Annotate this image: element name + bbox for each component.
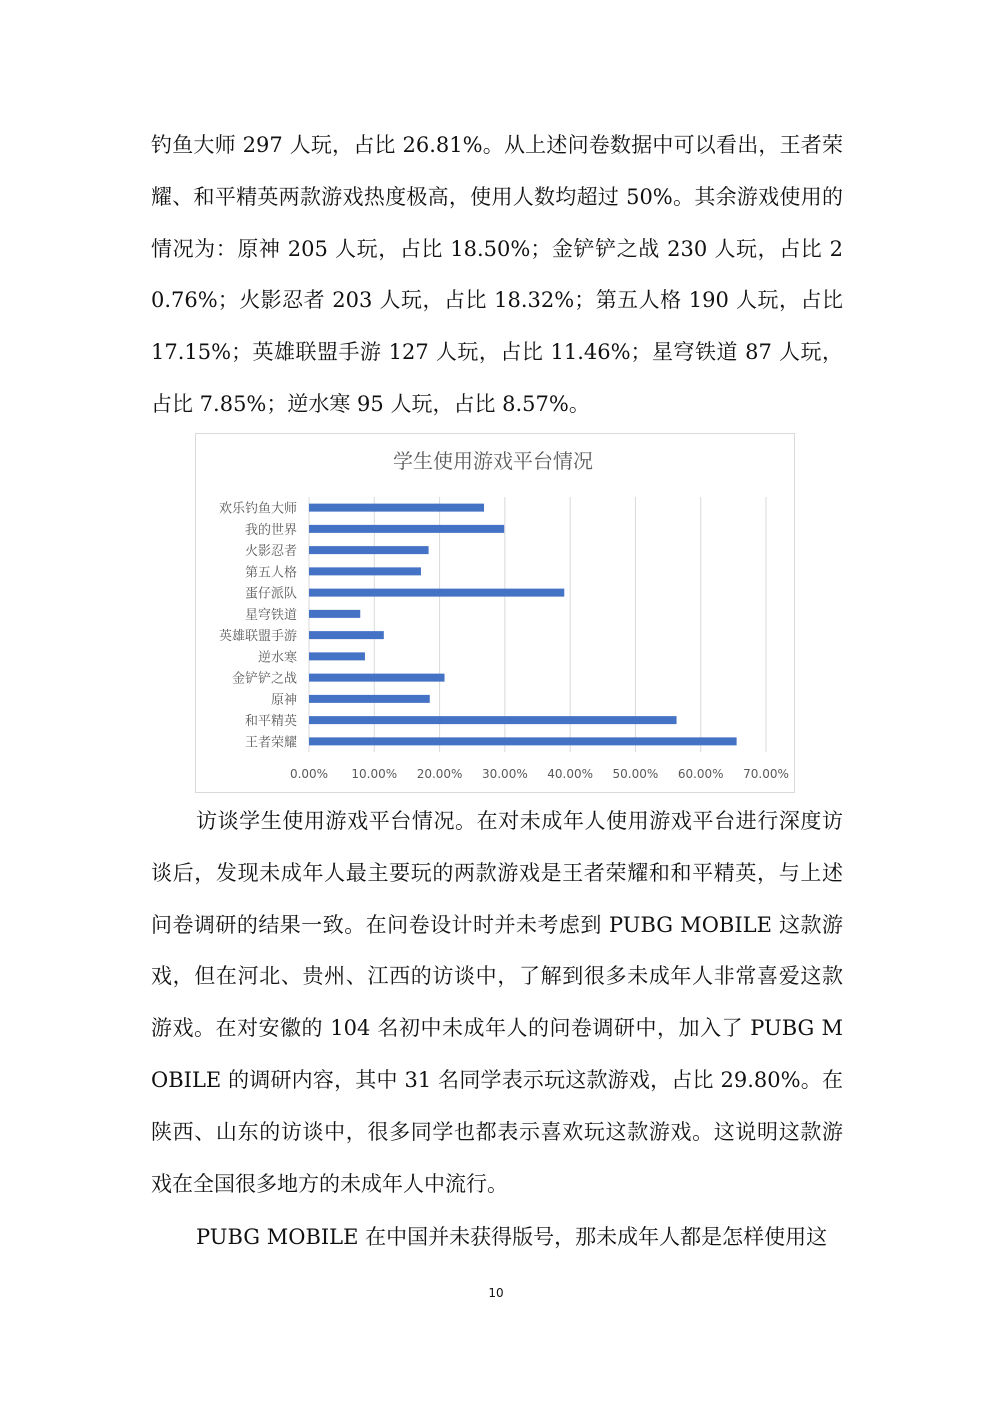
x-tick-label: 0.00% <box>289 767 329 781</box>
y-category-label: 蛋仔派队 <box>244 586 297 602</box>
x-tick-label: 50.00% <box>612 767 659 781</box>
bar-chart-svg <box>196 434 796 794</box>
bar <box>309 716 677 724</box>
y-category-label: 王者荣耀 <box>244 735 297 751</box>
y-category-label: 火影忍者 <box>244 544 297 560</box>
bar-chart <box>195 433 795 793</box>
y-category-label: 和平精英 <box>244 714 297 730</box>
y-category-label: 英雄联盟手游 <box>218 629 297 645</box>
y-category-label: 我的世界 <box>244 522 297 538</box>
bar <box>309 546 429 554</box>
x-tick-label: 60.00% <box>677 767 724 781</box>
bar <box>309 567 421 575</box>
bar <box>309 631 384 639</box>
y-category-label: 欢乐钓鱼大师 <box>218 501 297 517</box>
y-category-label: 星穹铁道 <box>244 607 297 623</box>
y-category-label: 第五人格 <box>244 565 297 581</box>
paragraph-pubg-question: PUBG MOBILE 在中国并未获得版号，那未成年人都是怎样使用这 <box>196 1225 828 1249</box>
x-tick-label: 40.00% <box>547 767 594 781</box>
paragraph-survey-results: 钓鱼大师 297 人玩，占比 26.81%。从上述问卷数据中可以看出，王者荣耀、和平精英两款游戏热度极高，使用人数均超过 50%。其余游戏使用的情况为：原神 205 人玩，占比 18.50%；金铲铲之战 230 人玩，占比 20.76%；火影忍者 203 人玩，占比 18.32%；第五人格 190 人玩，占比 17.15%；英雄联盟手游 127 人玩，占比 11.46%；星穹铁道 87 人玩，占比 7.85%；逆水寒 95 人玩，占比 8.57%。 <box>151 133 843 416</box>
bar <box>309 610 360 618</box>
bar <box>309 695 430 703</box>
x-tick-label: 20.00% <box>416 767 463 781</box>
bar <box>309 737 737 745</box>
y-category-label: 逆水寒 <box>257 650 297 666</box>
x-tick-label: 10.00% <box>351 767 398 781</box>
chart-title: 学生使用游戏平台情况 <box>393 449 593 473</box>
paragraph-interview-findings: 访谈学生使用游戏平台情况。在对未成年人使用游戏平台进行深度访谈后，发现未成年人最主要玩的两款游戏是王者荣耀和和平精英，与上述问卷调研的结果一致。在问卷设计时并未考虑到 PUBG MOBILE 这款游戏，但在河北、贵州、江西的访谈中，了解到很多未成年人非常喜爱这款游戏。在对安徽的 104 名初中未成年人的问卷调研中，加入了 PUBG MOBILE 的调研内容，其中 31 名同学表示玩这款游戏，占比 29.80%。在陕西、山东的访谈中，很多同学也都表示喜欢玩这款游戏。这说明这款游戏在全国很多地方的未成年人中流行。 <box>151 809 843 1196</box>
bar <box>309 652 365 660</box>
x-tick-label: 70.00% <box>743 767 789 781</box>
bar <box>309 674 445 682</box>
y-category-label: 原神 <box>270 692 297 708</box>
bar <box>309 504 484 512</box>
y-category-label: 金铲铲之战 <box>231 671 297 687</box>
bar <box>309 589 564 597</box>
page-number: 10 <box>488 1286 504 1300</box>
bar <box>309 525 504 533</box>
x-tick-label: 30.00% <box>481 767 528 781</box>
